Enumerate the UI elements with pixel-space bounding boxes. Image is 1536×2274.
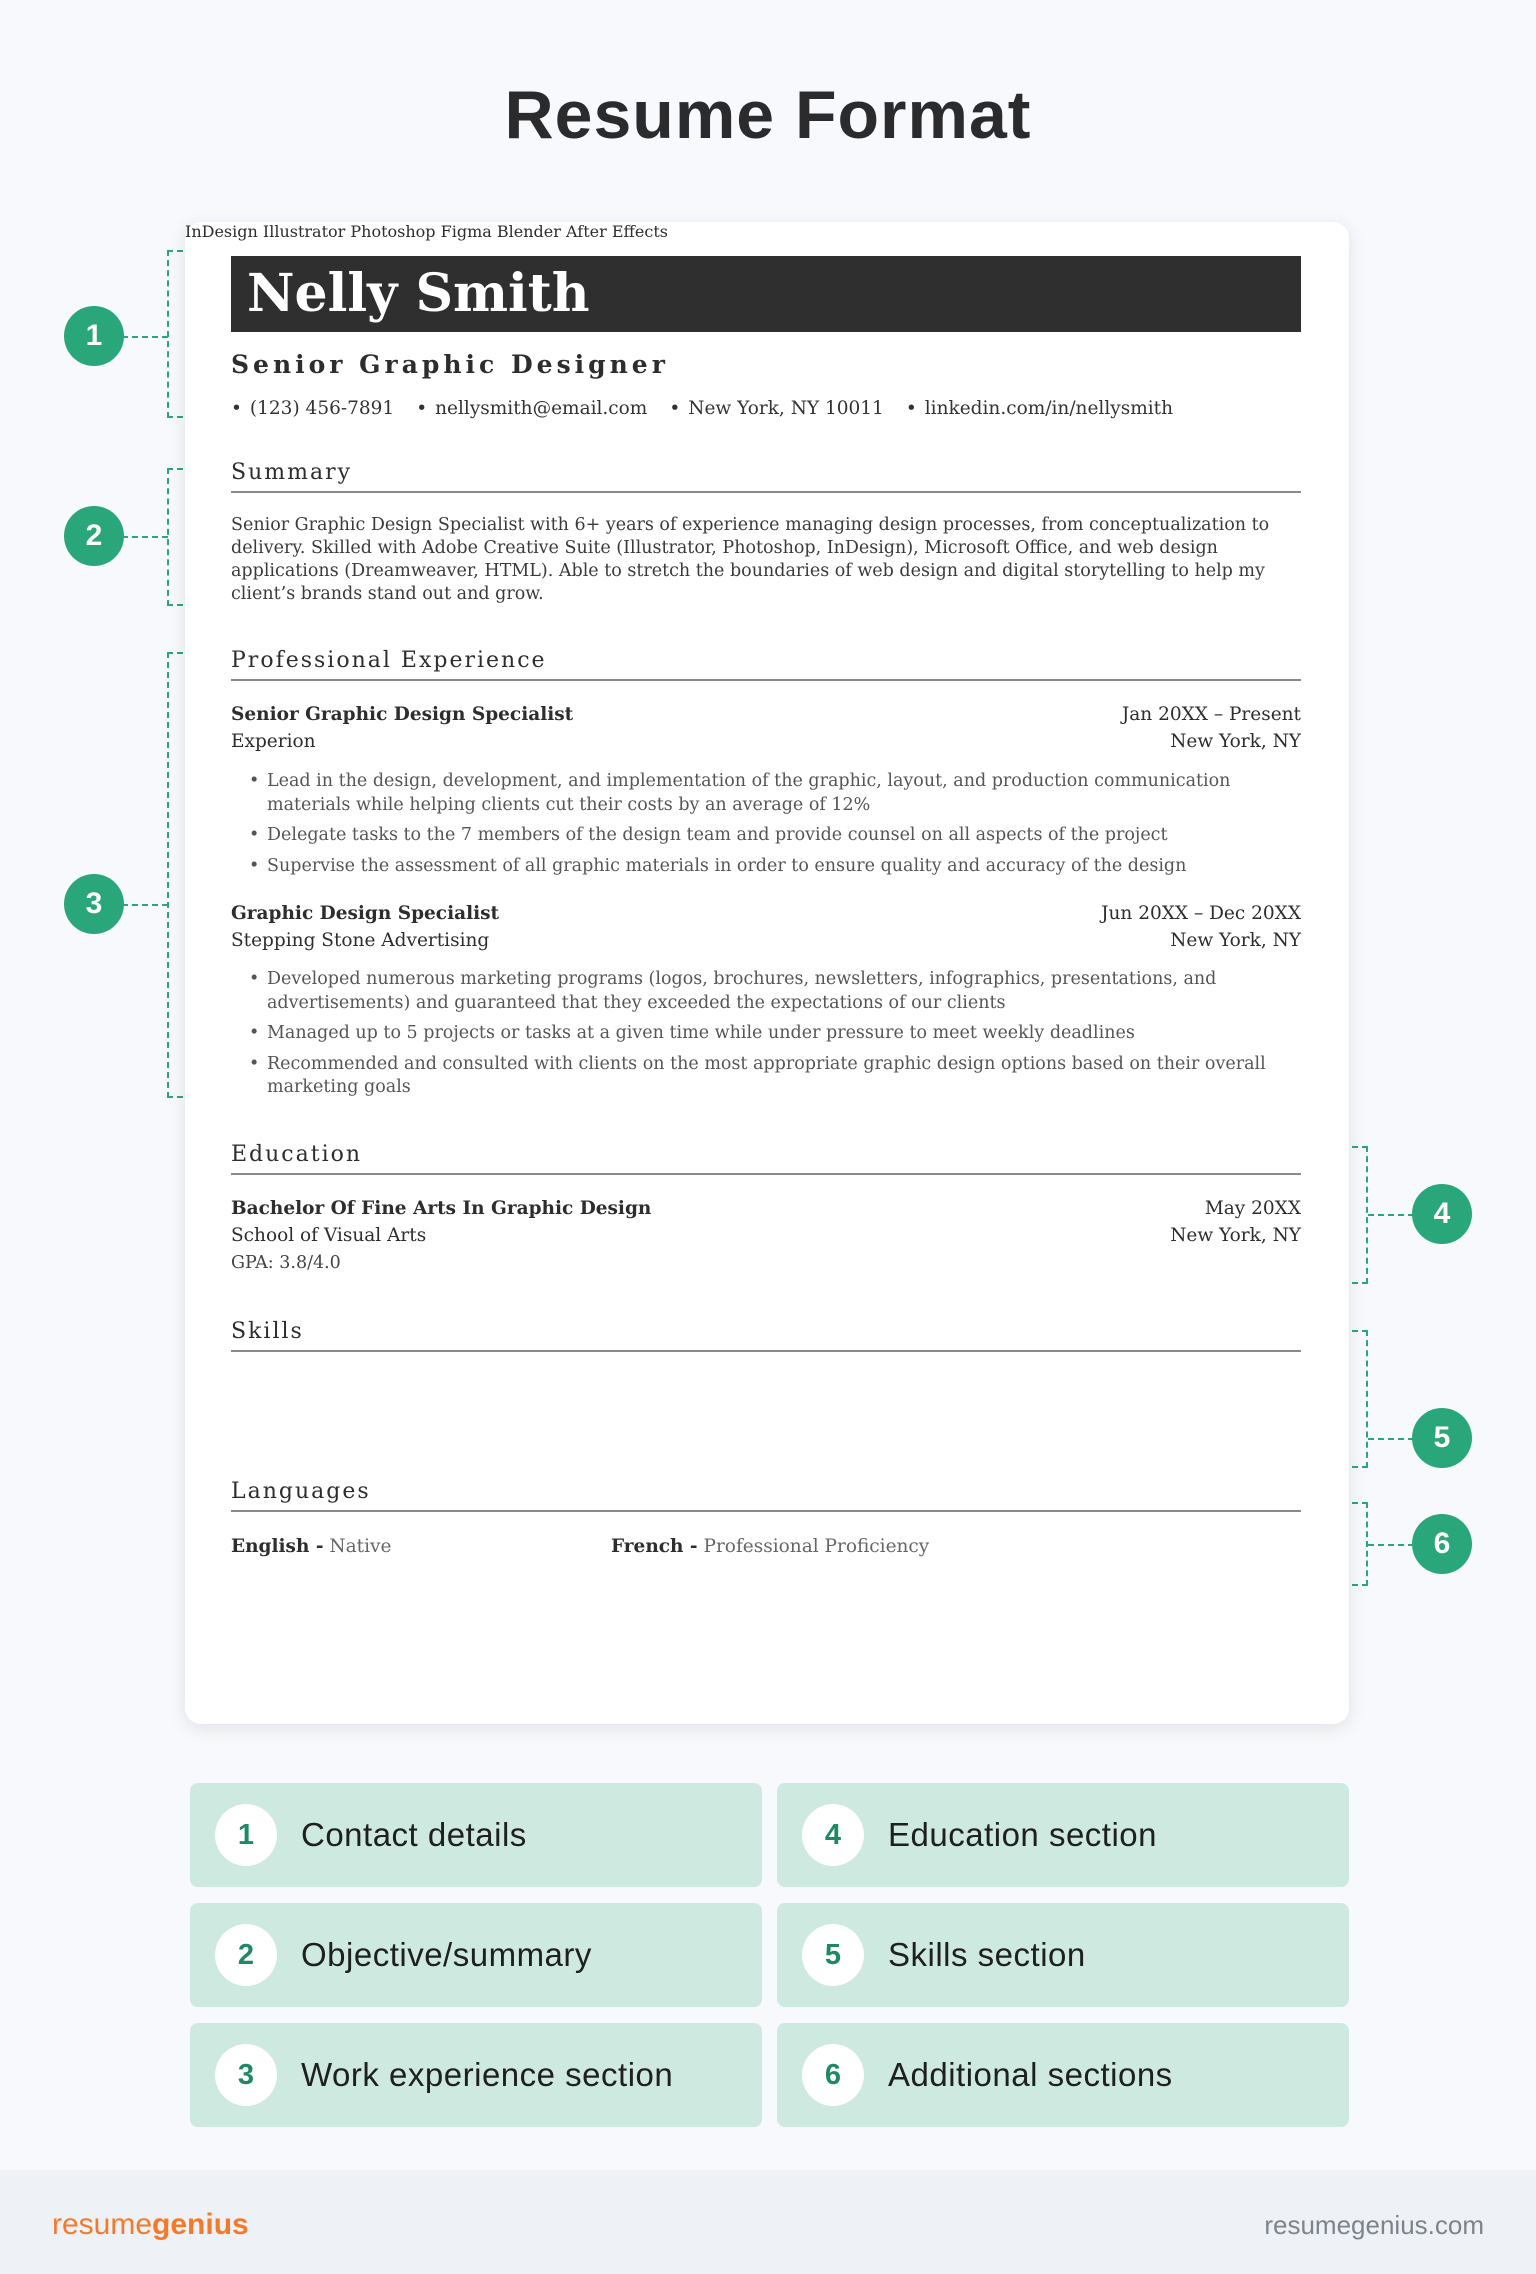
connector-1	[122, 336, 168, 338]
list-item: • Delegate tasks to the 7 members of the design team and provide counsel on all aspects of the project	[267, 824, 1277, 848]
education-gpa-row	[231, 1253, 1301, 1273]
legend-label: Contact details	[301, 1816, 527, 1853]
contact-location: • New York, NY 10011	[669, 398, 883, 419]
logo-part-resume: resume	[52, 2208, 153, 2241]
legend-item-contact	[190, 1783, 762, 1887]
site-link[interactable]: resumegenius.com	[1264, 2210, 1484, 2240]
skill-item: Blender	[496, 222, 561, 241]
job-1-company: Experion	[231, 731, 316, 752]
legend-label: Additional sections	[888, 2056, 1173, 2093]
contact-linkedin: • linkedin.com/in/nellysmith	[906, 398, 1173, 419]
education-school: School of Visual Arts	[231, 1225, 427, 1246]
bracket-4	[1352, 1146, 1368, 1284]
contact-phone: • (123) 456-7891	[231, 398, 394, 419]
legend-item-skills	[777, 1903, 1349, 2007]
education-location: New York, NY	[1170, 1225, 1301, 1246]
contact-email: • nellysmith@email.com	[416, 398, 647, 419]
job-1-title: Senior Graphic Design Specialist	[231, 704, 574, 725]
annotation-badge-5: 5	[1412, 1408, 1472, 1468]
language-name: English -	[231, 1536, 324, 1557]
connector-2	[122, 536, 168, 538]
list-item: • Developed numerous marketing programs (logos, brochures, newsletters, infographics, presentations, and advertisements) and guaranteed that they exceeded the expectations of our clients	[267, 968, 1277, 1015]
list-item: • Managed up to 5 projects or tasks at a given time while under pressure to meet weekly deadlines	[267, 1022, 1277, 1046]
connector-6	[1368, 1544, 1414, 1546]
resume-name: Nelly Smith	[231, 256, 1301, 332]
resume-card	[185, 222, 1349, 1724]
languages-heading: Languages	[231, 1479, 1301, 1512]
legend-number: 2	[215, 1924, 277, 1986]
job-2-company: Stepping Stone Advertising	[231, 930, 490, 951]
language-name: French -	[611, 1536, 698, 1557]
brand-logo[interactable]	[52, 2208, 249, 2242]
language-level: Native	[329, 1536, 392, 1557]
language-item	[231, 1536, 391, 1557]
job-2-bullets	[267, 968, 1277, 1107]
job-1-location: New York, NY	[1170, 731, 1301, 752]
education-heading: Education	[231, 1142, 1301, 1175]
page-title: Resume Format	[504, 77, 1032, 153]
bracket-6	[1352, 1502, 1368, 1586]
list-item: • Supervise the assessment of all graphic materials in order to ensure quality and accuracy of the design	[267, 855, 1277, 879]
skill-item: Illustrator	[262, 222, 346, 241]
education-subheader	[231, 1225, 1301, 1246]
legend-item-summary	[190, 1903, 762, 2007]
annotation-badge-1: 1	[64, 306, 124, 366]
legend-label: Education section	[888, 1816, 1158, 1853]
connector-4	[1368, 1214, 1414, 1216]
job-1-bullets	[267, 770, 1277, 885]
language-level: Professional Proficiency	[703, 1536, 930, 1557]
summary-heading: Summary	[231, 460, 1301, 493]
legend-item-education	[777, 1783, 1349, 1887]
skill-item: InDesign	[185, 222, 258, 241]
job-2-location: New York, NY	[1170, 930, 1301, 951]
legend-label: Objective/summary	[301, 1936, 592, 1973]
education-gpa: GPA: 3.8/4.0	[231, 1253, 341, 1273]
connector-3	[122, 904, 168, 906]
skill-item: Photoshop	[350, 222, 436, 241]
skill-item: Figma	[440, 222, 492, 241]
education-degree: Bachelor Of Fine Arts In Graphic Design	[231, 1198, 652, 1219]
skills-heading: Skills	[231, 1319, 1301, 1352]
job-2-subheader	[231, 930, 1301, 951]
annotation-badge-2: 2	[64, 506, 124, 566]
list-item: • Recommended and consulted with clients on the most appropriate graphic design options based on their overall marketing goals	[267, 1053, 1277, 1100]
annotation-badge-6: 6	[1412, 1514, 1472, 1574]
logo-part-genius: genius	[152, 2208, 249, 2241]
list-item: • Lead in the design, development, and implementation of the graphic, layout, and production communication materials while helping clients cut their costs by an average of 12%	[267, 770, 1277, 817]
skills-grid	[185, 222, 1349, 241]
language-item	[611, 1536, 929, 1557]
job-1-subheader	[231, 731, 1301, 752]
bracket-2	[167, 468, 183, 606]
summary-text: Senior Graphic Design Specialist with 6+ years of experience managing design processes, from conceptualization to delivery. Skilled with Adobe Creative Suite (Illustrator, Photoshop, InDesign), Microsoft Office, and web design applications (Dreamweaver, HTML). Able to stretch the boundaries of web design and digital storytelling to help my client’s brands stand out and grow.	[231, 515, 1270, 604]
job-1-header	[231, 704, 1301, 725]
legend-number: 3	[215, 2044, 277, 2106]
job-1-dates: Jan 20XX – Present	[1121, 704, 1301, 725]
legend-number: 1	[215, 1804, 277, 1866]
contact-line	[231, 398, 1301, 419]
job-2-title: Graphic Design Specialist	[231, 903, 500, 924]
bracket-5	[1352, 1330, 1368, 1468]
experience-heading: Professional Experience	[231, 648, 1301, 681]
legend-number: 4	[802, 1804, 864, 1866]
bracket-1	[167, 250, 183, 418]
connector-5	[1368, 1438, 1414, 1440]
education-date: May 20XX	[1204, 1198, 1301, 1219]
bracket-3	[167, 652, 183, 1098]
legend-number: 5	[802, 1924, 864, 1986]
legend-item-additional	[777, 2023, 1349, 2127]
legend-label: Skills section	[888, 1936, 1086, 1973]
job-2-header	[231, 903, 1301, 924]
education-header	[231, 1198, 1301, 1219]
skill-item: After Effects	[566, 222, 668, 241]
legend-number: 6	[802, 2044, 864, 2106]
annotation-badge-4: 4	[1412, 1184, 1472, 1244]
resume-job-title: Senior Graphic Designer	[231, 350, 669, 379]
legend-item-experience	[190, 2023, 762, 2127]
job-2-dates: Jun 20XX – Dec 20XX	[1101, 903, 1301, 924]
legend-label: Work experience section	[301, 2056, 674, 2093]
annotation-badge-3: 3	[64, 874, 124, 934]
footer	[0, 2170, 1536, 2274]
